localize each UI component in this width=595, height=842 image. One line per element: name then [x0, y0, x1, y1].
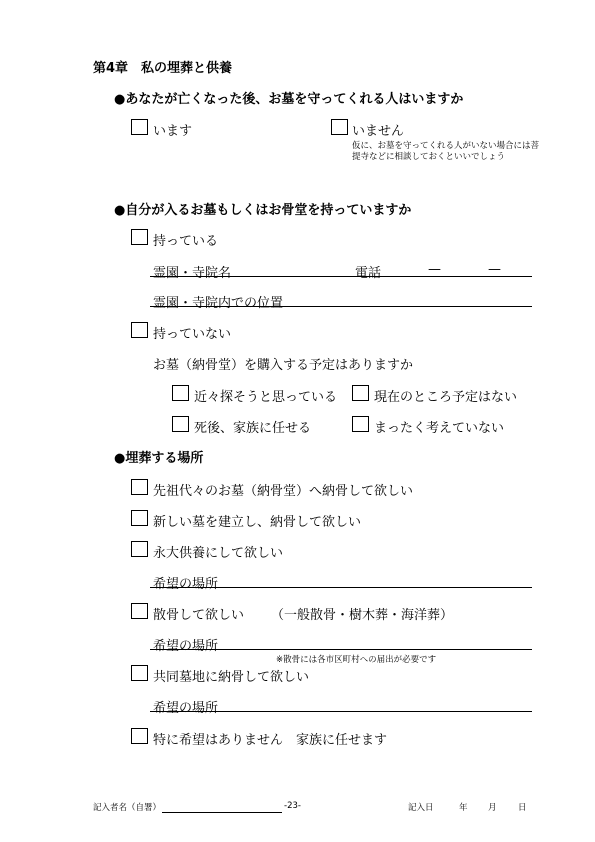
plan-question: お墓（納骨堂）を購入する予定はありますか: [153, 358, 414, 373]
checkbox-plan-searching[interactable]: [172, 385, 189, 401]
checkbox-common-grave[interactable]: [131, 665, 148, 681]
checkbox-ancestral-grave[interactable]: [131, 479, 148, 495]
guardian-note: 仮に、お墓を守ってくれる人がいない場合には菩提寺などに相談しておくといいでしょう: [352, 141, 540, 162]
date-day: 日: [518, 803, 527, 813]
option-no-preference: 特に希望はありません 家族に任せます: [153, 733, 388, 748]
option-common-grave: 共同墓地に納骨して欲しい: [153, 670, 310, 685]
wish-place-field-3[interactable]: [150, 711, 532, 712]
page-number: -23-: [284, 801, 301, 811]
question-burial-place: ●埋葬する場所: [114, 451, 204, 466]
date-year: 年: [459, 803, 468, 813]
wish-place-field-1[interactable]: [150, 587, 532, 588]
label-wish-place-3: 希望の場所: [153, 701, 219, 716]
option-plan-none: 現在のところ予定はない: [374, 390, 518, 405]
writer-name-label: 記入者名（自署）: [93, 803, 162, 813]
option-perpetual-memorial: 永大供養にして欲しい: [153, 546, 284, 561]
chapter-title: 第4章 私の埋葬と供養: [93, 61, 233, 76]
location-field[interactable]: [150, 306, 532, 307]
checkbox-guardian-no[interactable]: [331, 119, 348, 135]
label-wish-place-2: 希望の場所: [153, 639, 219, 654]
checkbox-no-preference[interactable]: [131, 728, 148, 744]
date-month: 月: [488, 803, 497, 813]
option-scatter-ashes: 散骨して欲しい: [153, 608, 245, 623]
wish-place-field-2[interactable]: [150, 649, 532, 650]
checkbox-perpetual-memorial[interactable]: [131, 541, 148, 557]
checkbox-have-grave[interactable]: [131, 229, 148, 245]
date-label: 記入日: [408, 803, 434, 813]
option-no-grave: 持っていない: [153, 327, 232, 342]
label-cemetery-name: 霊園・寺院名: [153, 266, 232, 281]
label-wish-place-1: 希望の場所: [153, 577, 219, 592]
label-location: 霊園・寺院内での位置: [153, 296, 284, 311]
option-ancestral-grave: 先祖代々のお墓（納骨堂）へ納骨して欲しい: [153, 484, 414, 499]
checkbox-new-grave[interactable]: [131, 510, 148, 526]
cemetery-name-field[interactable]: [150, 276, 532, 277]
phone-dash-1: —: [428, 262, 441, 277]
checkbox-scatter-ashes[interactable]: [131, 603, 148, 619]
checkbox-plan-not-considered[interactable]: [352, 416, 369, 432]
checkbox-plan-none[interactable]: [352, 385, 369, 401]
checkbox-no-grave[interactable]: [131, 322, 148, 338]
checkbox-guardian-yes[interactable]: [131, 119, 148, 135]
question-grave-ownership: ●自分が入るお墓もしくはお骨堂を持っていますか: [114, 203, 412, 218]
writer-name-field[interactable]: [162, 812, 282, 813]
scatter-detail: （一般散骨・樹木葬・海洋葬）: [271, 608, 454, 623]
option-have-grave: 持っている: [153, 234, 219, 249]
scatter-note: ※散骨には各市区町村への届出が必要です: [276, 655, 437, 665]
option-plan-searching: 近々探そうと思っている: [194, 390, 338, 405]
question-guardian: ●あなたが亡くなった後、お墓を守ってくれる人はいますか: [114, 92, 464, 107]
option-guardian-yes: います: [153, 124, 193, 139]
checkbox-plan-family[interactable]: [172, 416, 189, 432]
option-new-grave: 新しい墓を建立し、納骨して欲しい: [153, 515, 362, 530]
label-phone: 電話: [355, 266, 382, 281]
option-plan-not-considered: まったく考えていない: [374, 421, 505, 436]
option-plan-family: 死後、家族に任せる: [194, 421, 312, 436]
phone-dash-2: —: [488, 262, 501, 277]
option-guardian-no: いません: [352, 124, 405, 139]
